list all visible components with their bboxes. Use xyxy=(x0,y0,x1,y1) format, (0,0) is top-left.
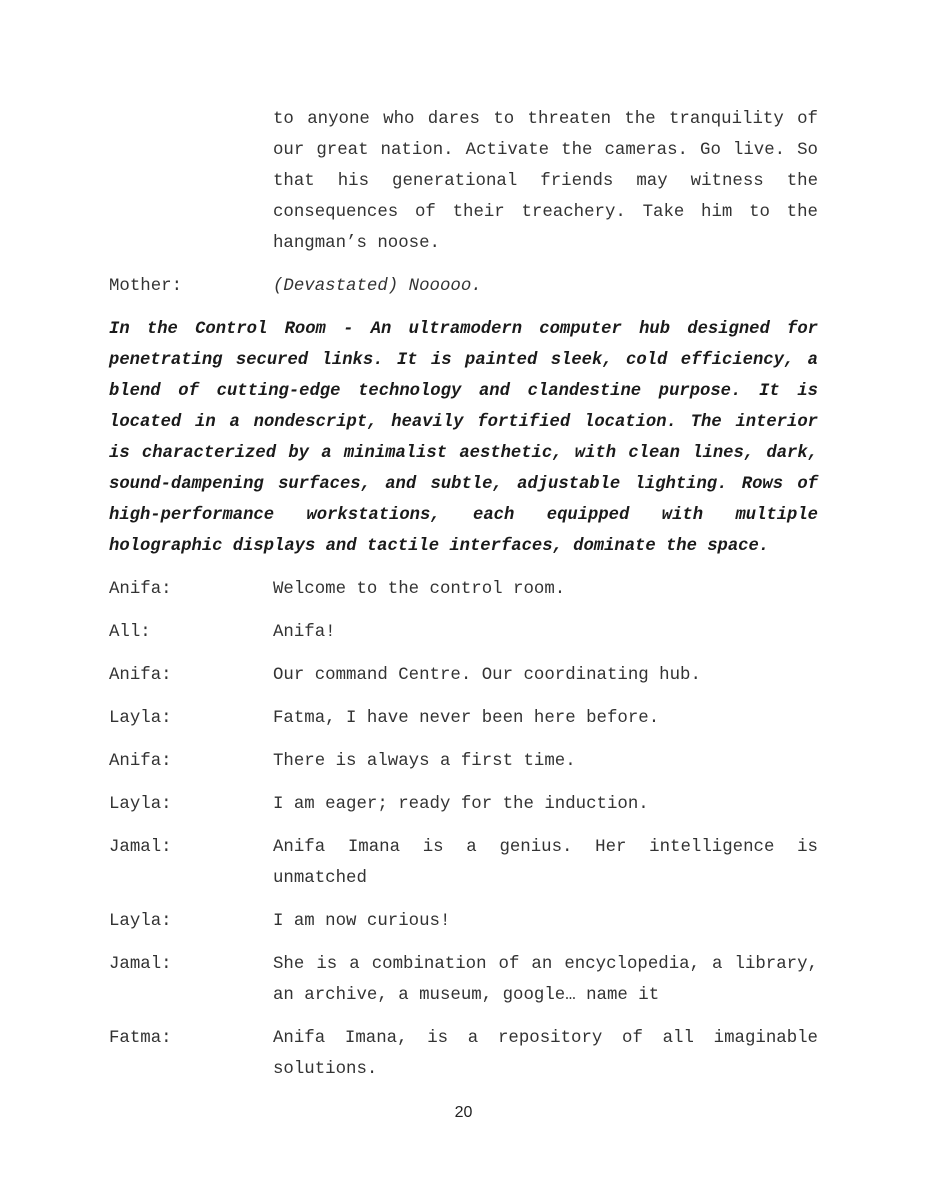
dialogue-text: Anifa! xyxy=(273,623,336,642)
dialogue-text: There is always a first time. xyxy=(273,752,576,771)
dialogue-text: Our command Centre. Our coordinating hub. xyxy=(273,666,701,685)
speaker-name: Jamal: xyxy=(109,955,172,974)
dialogue-row xyxy=(109,789,818,820)
dialogue-row xyxy=(109,949,818,1011)
speaker-name: Layla: xyxy=(109,795,172,814)
dialogue-row xyxy=(109,832,818,894)
dialogue-row xyxy=(109,746,818,777)
stage-direction: In the Control Room - An ultramodern computer hub designed for penetrating secured links. It is painted sleek, cold efficiency, a blend of cutting-edge technology and clandestine purpose. It is located in a nondescript, heavily fortified location. The interior is characterized by a minimalist aesthetic, with clean lines, dark, sound-dampening surfaces, and subtle, adjustable lighting. Rows of high-performance workstations, each equipped with multiple holographic displays and tactile interfaces, dominate the space. xyxy=(109,320,818,556)
dialogue-row-mother xyxy=(109,271,818,302)
dialogue-text: She is a combination of an encyclopedia, a library, an archive, a museum, google… name it xyxy=(273,955,818,1005)
speaker-name: Anifa: xyxy=(109,752,172,771)
speaker-name: Fatma: xyxy=(109,1029,172,1048)
speaker-name: Layla: xyxy=(109,912,172,931)
dialogue-text: (Devastated) Nooooo. xyxy=(273,277,482,296)
speaker-name: Anifa: xyxy=(109,580,172,599)
dialogue-row xyxy=(109,574,818,605)
dialogue-text: Welcome to the control room. xyxy=(273,580,566,599)
dialogue-text: I am eager; ready for the induction. xyxy=(273,795,649,814)
dialogue-text: Anifa Imana is a genius. Her intelligence is unmatched xyxy=(273,838,818,888)
speaker-name: All: xyxy=(109,623,151,642)
continued-speech: to anyone who dares to threaten the tranquility of our great nation. Activate the cameras. Go live. So that his generational friends may witness the consequences of their treachery. Take him to the hangman’s noose. xyxy=(273,110,818,253)
script-body xyxy=(109,104,818,1085)
speaker-name: Jamal: xyxy=(109,838,172,857)
dialogue-row xyxy=(109,660,818,691)
dialogue-text: Fatma, I have never been here before. xyxy=(273,709,660,728)
dialogue-row xyxy=(109,617,818,648)
dialogue-row xyxy=(109,1023,818,1085)
speaker-name: Mother: xyxy=(109,277,183,296)
speaker-name: Anifa: xyxy=(109,666,172,685)
dialogue-row xyxy=(109,703,818,734)
speaker-name: Layla: xyxy=(109,709,172,728)
dialogue-text: Anifa Imana, is a repository of all imaginable solutions. xyxy=(273,1029,818,1079)
dialogue-row xyxy=(109,906,818,937)
page-number: 20 xyxy=(454,1104,473,1121)
dialogue-text: I am now curious! xyxy=(273,912,451,931)
